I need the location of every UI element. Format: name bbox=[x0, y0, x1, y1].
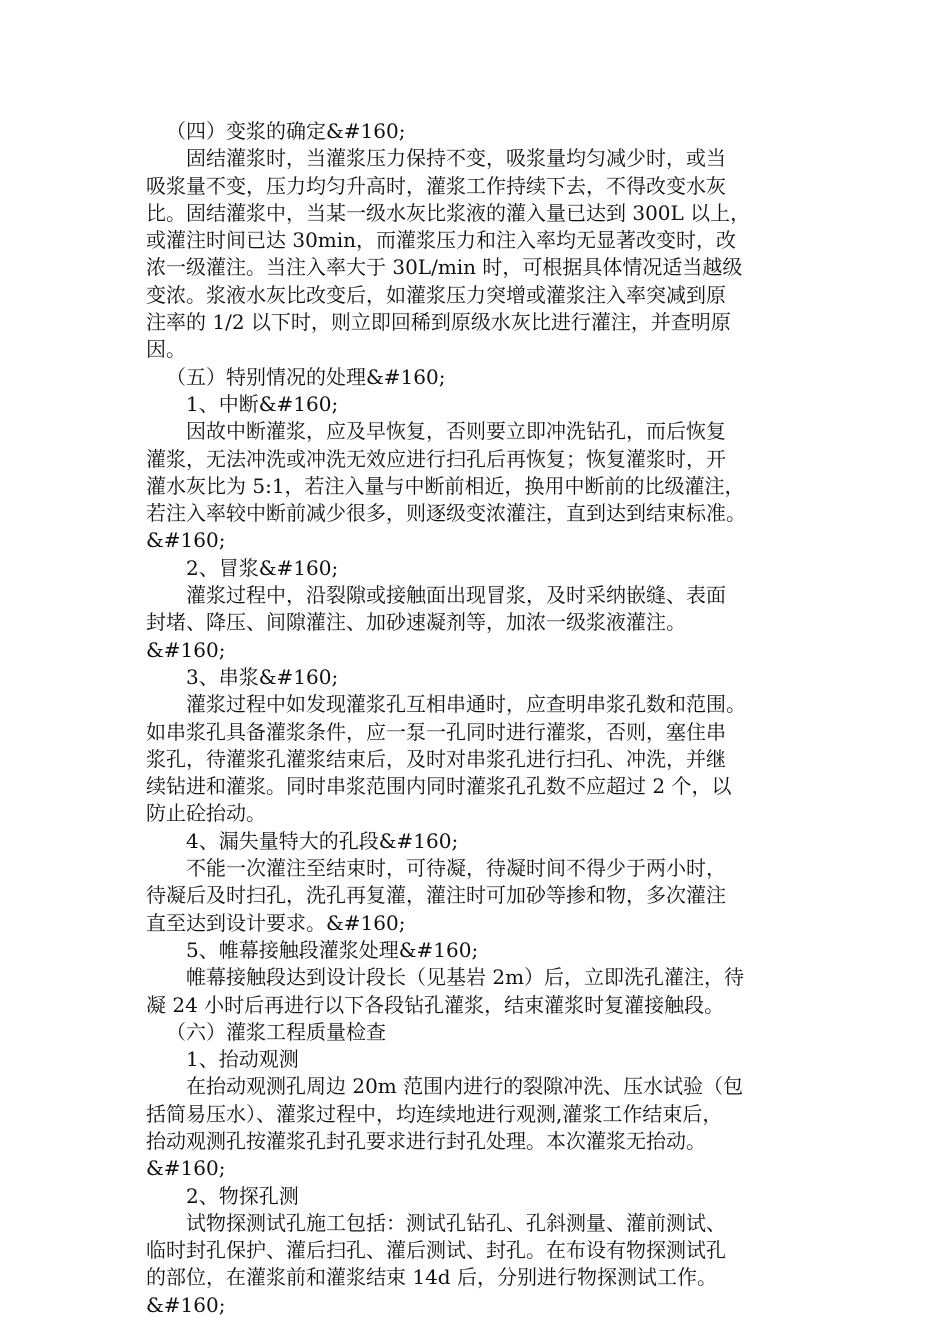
paragraph-line: 抬动观测孔按灌浆孔封孔要求进行封孔处理。本次灌浆无抬动。 bbox=[146, 1128, 706, 1153]
paragraph-line: 封堵、降压、间隙灌注、加砂速凝剂等，加浓一级浆液灌注。 bbox=[146, 610, 686, 635]
paragraph-line: 灌浆，无法冲洗或冲洗无效应进行扫孔后再恢复；恢复灌浆时，开 bbox=[146, 446, 726, 471]
subsection-heading: 3、串浆&#160; bbox=[186, 664, 339, 689]
subsection-heading: 2、物探孔测 bbox=[186, 1183, 299, 1208]
paragraph-line: 括简易压水）、灌浆过程中，均连续地进行观测,灌浆工作结束后， bbox=[146, 1101, 723, 1126]
subsection-heading: 5、帷幕接触段灌浆处理&#160; bbox=[186, 937, 479, 962]
paragraph-line: 如串浆孔具备灌浆条件，应一泵一孔同时进行灌浆，否则，塞住串 bbox=[146, 719, 726, 744]
paragraph-line: 若注入率较中断前减少很多，则逐级变浓灌注，直到达到结束标准。 bbox=[146, 501, 746, 526]
paragraph-line: 防止砼抬动。 bbox=[146, 801, 266, 826]
paragraph-line: &#160; bbox=[146, 1292, 226, 1317]
paragraph-first-line: 因故中断灌浆，应及早恢复，否则要立即冲洗钻孔，而后恢复 bbox=[186, 419, 726, 444]
paragraph-line: 或灌注时间已达 30min，而灌浆压力和注入率均无显著改变时，改 bbox=[146, 228, 737, 253]
paragraph-line: 灌水灰比为 5:1，若注入量与中断前相近，换用中断前的比级灌注， bbox=[146, 473, 745, 498]
paragraph-line: 吸浆量不变，压力均匀升高时，灌浆工作持续下去，不得改变水灰 bbox=[146, 173, 726, 198]
section-heading: （五）特别情况的处理&#160; bbox=[166, 364, 446, 389]
paragraph-first-line: 灌浆过程中如发现灌浆孔互相串通时，应查明串浆孔数和范围。 bbox=[186, 692, 746, 717]
paragraph-line: 注率的 1/2 以下时，则立即回稀到原级水灰比进行灌注，并查明原 bbox=[146, 310, 731, 335]
paragraph-line: 待凝后及时扫孔，洗孔再复灌，灌注时可加砂等掺和物，多次灌注 bbox=[146, 883, 726, 908]
paragraph-line: 续钻进和灌浆。同时串浆范围内同时灌浆孔孔数不应超过 2 个，以 bbox=[146, 774, 732, 799]
section-heading: （四）变浆的确定&#160; bbox=[166, 119, 406, 143]
paragraph-line: 凝 24 小时后再进行以下各段钻孔灌浆，结束灌浆时复灌接触段。 bbox=[146, 992, 725, 1017]
subsection-heading: 2、冒浆&#160; bbox=[186, 555, 339, 580]
paragraph-first-line: 帷幕接触段达到设计段长（见基岩 2m）后，立即洗孔灌注，待 bbox=[186, 965, 745, 990]
paragraph-first-line: 不能一次灌注至结束时，可待凝，待凝时间不得少于两小时， bbox=[186, 856, 726, 881]
paragraph-line: &#160; bbox=[146, 637, 226, 662]
section-heading: （六）灌浆工程质量检查 bbox=[166, 1019, 386, 1044]
paragraph-line: 的部位，在灌浆前和灌浆结束 14d 后，分别进行物探测试工作。 bbox=[146, 1265, 717, 1290]
paragraph-line: 比。固结灌浆中，当某一级水灰比浆液的灌入量已达到 300L 以上， bbox=[146, 200, 751, 225]
paragraph-first-line: 在抬动观测孔周边 20m 范围内进行的裂隙冲洗、压水试验（包 bbox=[186, 1074, 744, 1099]
paragraph-first-line: 试物探测试孔施工包括：测试孔钻孔、孔斜测量、灌前测试、 bbox=[186, 1210, 726, 1235]
paragraph-first-line: 灌浆过程中，沿裂隙或接触面出现冒浆，及时采纳嵌缝、表面 bbox=[186, 583, 726, 608]
paragraph-line: 因。 bbox=[146, 337, 186, 362]
paragraph-line: 浆孔，待灌浆孔灌浆结束后，及时对串浆孔进行扫孔、冲洗，并继 bbox=[146, 746, 726, 771]
paragraph-line: 浓一级灌注。当注入率大于 30L/min 时，可根据具体情况适当越级 bbox=[146, 255, 743, 280]
paragraph-line: &#160; bbox=[146, 528, 226, 553]
subsection-heading: 1、中断&#160; bbox=[186, 391, 339, 416]
subsection-heading: 1、抬动观测 bbox=[186, 1047, 299, 1072]
paragraph-first-line: 固结灌浆时，当灌浆压力保持不变，吸浆量均匀减少时，或当 bbox=[186, 146, 726, 171]
subsection-heading: 4、漏失量特大的孔段&#160; bbox=[186, 828, 459, 853]
paragraph-line: &#160; bbox=[146, 1156, 226, 1181]
paragraph-line: 直至达到设计要求。&#160; bbox=[146, 910, 406, 935]
paragraph-line: 临时封孔保护、灌后扫孔、灌后测试、封孔。在布设有物探测试孔 bbox=[146, 1238, 726, 1263]
document-page bbox=[146, 118, 814, 1319]
paragraph-line: 变浓。浆液水灰比改变后，如灌浆压力突增或灌浆注入率突减到原 bbox=[146, 282, 726, 307]
